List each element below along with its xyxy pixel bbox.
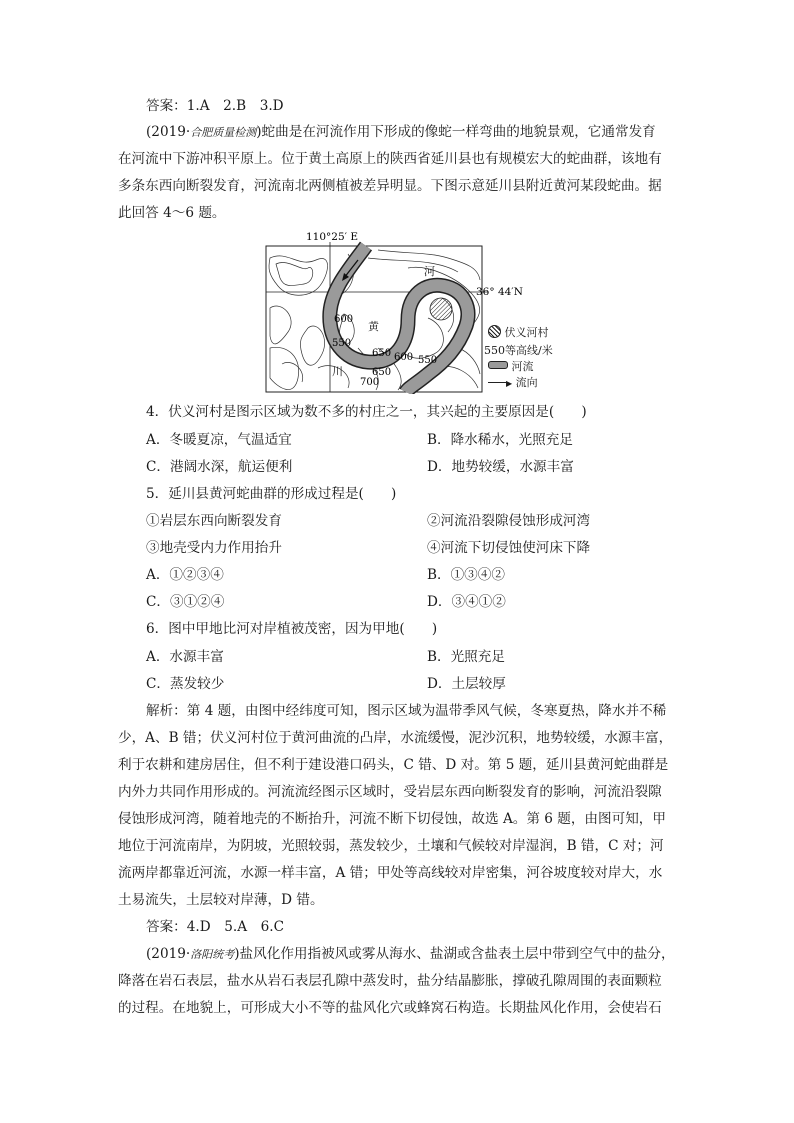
village-legend-icon <box>488 325 501 338</box>
longitude-label: 110°25′ E <box>306 231 359 243</box>
q6-stem: 6．图中甲地比河对岸植被茂密，因为甲地( ) <box>146 621 438 637</box>
legend-contour <box>484 342 553 358</box>
next-line-3: 的过程。在地貌上，可形成大小不等的盐风化穴或蜂窝石构造。长期盐风化作用，会使岩石 <box>118 1000 662 1016</box>
intro-line-2: 在河流中下游冲积平原上。位于黄土高原上的陕西省延川县也有规模宏大的蛇曲群，该地有 <box>118 151 662 167</box>
answer-line-2: 答案：4.D 5.A 6.C <box>146 919 284 935</box>
village-symbol <box>430 298 452 320</box>
river-char-he: 河 <box>424 265 435 278</box>
analysis-line-7: 流两岸都靠近河流，水源一样丰富，A 错；甲处等高线较对岸密集，河谷坡度较对岸大，水 <box>118 865 663 881</box>
analysis-line-1: 解析：第 4 题，由图中经纬度可知，图示区域为温带季风气候，冬寒夏热，降水并不稀 <box>146 703 667 719</box>
q5-statement-4: ④河流下切侵蚀使河床下降 <box>427 540 591 556</box>
legend-village <box>488 324 549 340</box>
legend-river <box>488 358 534 374</box>
legend-contour-value: 550 <box>484 344 505 357</box>
q5-option-a: A．①②③④ <box>146 567 224 583</box>
analysis-line-5: 侵蚀形成河湾，随着地壳的不断抬升，河流不断下切侵蚀，故选 A。第 6 题，由图可知，甲 <box>118 811 666 827</box>
q6-option-c: C．蒸发较少 <box>146 676 225 692</box>
next-line-1 <box>146 944 675 965</box>
contour-label-600a: 600 <box>334 314 354 325</box>
q6-option-d: D．土层较厚 <box>427 676 506 692</box>
contour-label-600b: 600 <box>394 352 414 363</box>
q4-stem: 4．伏义河村是图示区域为数不多的村庄之一，其兴起的主要原因是( ) <box>146 404 587 420</box>
answer-line-1: 答案：1.A 2.B 3.D <box>146 98 284 114</box>
q5-option-c: C．③①②④ <box>146 594 225 610</box>
q5-statement-2: ②河流沿裂隙侵蚀形成河湾 <box>427 513 591 529</box>
source-tag: 合肥质量检测 <box>190 126 257 139</box>
legend-village-label: 伏义河村 <box>504 326 549 339</box>
intro-line-3: 多条东西向断裂发育，河流南北两侧植被差异明显。下图示意延川县附近黄河某段蛇曲。据 <box>118 178 662 194</box>
analysis-line-4: 内外力共同作用形成的。河流流经图示区域时，受岩层东西向断裂发育的影响，河流沿裂隙 <box>118 784 662 800</box>
q4-option-d: D．地势较缓，水源丰富 <box>427 459 574 475</box>
river-legend-icon <box>488 361 508 369</box>
q5-statement-3: ③地壳受内力作用抬升 <box>146 540 282 556</box>
next-text-1: )盐风化作用指被风或雾从海水、盐湖或含盐表土层中带到空气中的盐分， <box>234 946 675 962</box>
legend-river-label: 河流 <box>511 360 534 373</box>
river-char-chuan: 川 <box>332 365 343 378</box>
analysis-line-8: 土易流失，土层较对岸薄，D 错。 <box>118 892 324 908</box>
q4-option-c: C．港阔水深，航运便利 <box>146 459 293 475</box>
q5-statement-1: ①岩层东西向断裂发育 <box>146 513 282 529</box>
q5-option-d: D．③④①② <box>427 594 506 610</box>
river-char-huang: 黄 <box>368 320 379 333</box>
legend-flow-label: 流向 <box>515 376 538 389</box>
contour-label-550b: 550 <box>418 355 438 366</box>
q5-option-b: B．①③④② <box>427 567 505 583</box>
legend-contour-label: 等高线/米 <box>505 344 553 357</box>
contour-label-650b: 650 <box>372 367 392 378</box>
intro-text-1: )蛇曲是在河流作用下形成的像蛇一样弯曲的地貌景观，它通常发育 <box>256 124 656 140</box>
next-source-open: (2019· <box>146 946 191 962</box>
analysis-line-3: 利于农耕和建房居住，但不利于建设港口码头，C 错、D 对。第 5 题，延川县黄河蛇曲群是 <box>118 757 669 773</box>
meander-map <box>258 228 558 394</box>
analysis-line-2: 少，A、B 错；伏义河村位于黄河曲流的凸岸，水流缓慢，泥沙沉积，地势较缓，水源丰富， <box>118 730 673 746</box>
intro-line-4: 此回答 4～6 题。 <box>118 205 226 221</box>
analysis-line-6: 地位于河流南岸，为阴坡，光照较弱，蒸发较少，土壤和气候较对岸湿润，B 错，C 对；河 <box>118 838 664 854</box>
contour-label-700: 700 <box>360 377 380 388</box>
next-source-tag: 洛阳统考 <box>190 948 235 961</box>
next-line-2: 降落在岩石表层，盐水从岩石表层孔隙中蒸发时，盐分结晶膨胀，撑破孔隙周围的表面颗粒 <box>118 973 662 989</box>
flow-legend-icon <box>488 382 506 383</box>
intro-line-1 <box>146 122 656 143</box>
legend-flow: ▶ 流向 <box>488 374 538 390</box>
q5-stem: 5．延川县黄河蛇曲群的形成过程是( ) <box>146 486 397 502</box>
q6-option-a: A．水源丰富 <box>146 649 224 665</box>
contour-label-550a: 550 <box>332 338 352 349</box>
q4-option-b: B．降水稀水，光照充足 <box>427 432 573 448</box>
q4-option-a: A．冬暖夏凉，气温适宜 <box>146 432 292 448</box>
q6-option-b: B．光照充足 <box>427 649 505 665</box>
latitude-label: 36° 44′N <box>476 286 523 298</box>
contour-label-650a: 650 <box>372 348 392 359</box>
source-open: (2019· <box>146 124 191 140</box>
